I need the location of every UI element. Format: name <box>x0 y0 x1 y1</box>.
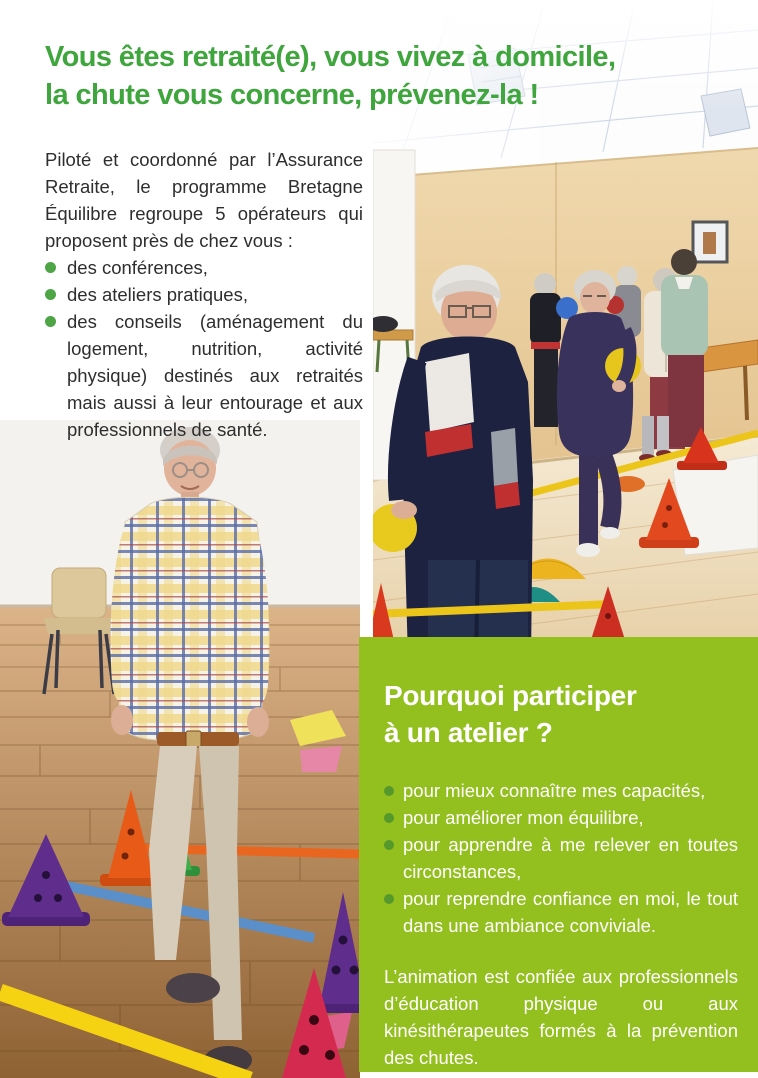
panel-paragraph: L’animation est confiée aux professionnels d’éducation physique ou aux kinésithérapeutes formés à la prévention des chutes. <box>384 966 738 1068</box>
man-walking-scene <box>0 420 360 1078</box>
panel-bullet-item <box>384 777 738 804</box>
panel-bullet-text: pour mieux connaître mes capacités, <box>403 780 706 801</box>
dark-green-bullet-icon <box>384 894 394 904</box>
dark-green-bullet-icon <box>384 786 394 796</box>
intro-bullet-item <box>45 254 363 281</box>
green-bullet-icon <box>45 262 56 273</box>
why-participate-panel <box>359 637 758 1072</box>
panel-bullet-text: pour reprendre confiance en moi, le tout dans une ambiance conviviale. <box>403 888 738 936</box>
dark-green-bullet-icon <box>384 813 394 823</box>
intro-bullet-text: des ateliers pratiques, <box>67 284 248 305</box>
panel-heading-line-1: Pourquoi participer <box>384 680 637 711</box>
page-title <box>45 38 745 114</box>
dark-green-bullet-icon <box>384 840 394 850</box>
intro-bullet-text: des conférences, <box>67 257 208 278</box>
panel-bullet-item <box>384 885 738 939</box>
intro-bullet-list <box>45 254 363 443</box>
title-line-1: Vous êtes retraité(e), vous vivez à domicile, <box>45 41 616 73</box>
intro-bullet-item <box>45 308 363 443</box>
title-line-2: la chute vous concerne, prévenez-la ! <box>45 79 539 111</box>
wall-picture-frame <box>693 222 727 262</box>
intro-bullet-text: des conseils (aménagement du logement, nutrition, activité physique) destinés aux retraités mais aussi à leur entourage et aux professionnels de santé. <box>67 311 363 440</box>
panel-bullet-item <box>384 831 738 885</box>
intro-text <box>45 146 363 443</box>
panel-bullet-text: pour améliorer mon équilibre, <box>403 807 644 828</box>
panel-heading-line-2: à un atelier ? <box>384 717 553 748</box>
panel-bullet-item <box>384 804 738 831</box>
green-bullet-icon <box>45 316 56 327</box>
intro-paragraph: Piloté et coordonné par l’Assurance Retraite, le programme Bretagne Équilibre regroupe 5 opérateurs qui proposent près de chez vous : <box>45 149 363 251</box>
panel-bullet-list <box>384 777 738 939</box>
panel-heading <box>384 677 738 751</box>
intro-bullet-item <box>45 281 363 308</box>
man-walking-photo <box>0 420 360 1078</box>
panel-bullet-text: pour apprendre à me relever en toutes circonstances, <box>403 834 738 882</box>
green-bullet-icon <box>45 289 56 300</box>
